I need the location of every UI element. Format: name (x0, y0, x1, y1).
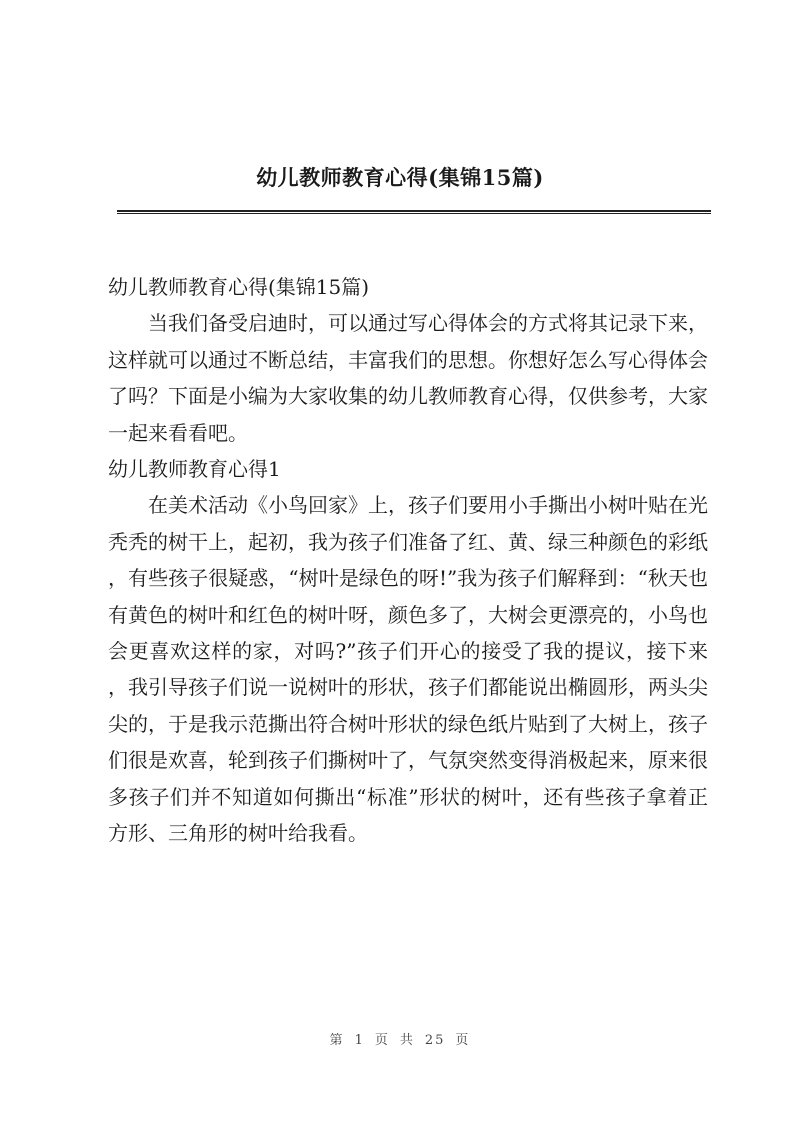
intro-paragraph: 当我们备受启迪时，可以通过写心得体会的方式将其记录下来，这样就可以通过不断总结，丰富我们的思想。你想好怎么写心得体会了吗？下面是小编为大家收集的幼儿教师教育心得，仅供参考，大家一起来看看吧。 (108, 311, 708, 445)
section-paragraph: 在美术活动《小鸟回家》上，孩子们要用小手撕出小树叶贴在光秃秃的树干上，起初，我为孩子们准备了红、黄、绿三种颜色的彩纸，有些孩子很疑惑，“树叶是绿色的呀!”我为孩子们解释到：“秋天也有黄色的树叶和红色的树叶呀，颜色多了，大树会更漂亮的，小鸟也会更喜欢这样的家，对吗?”孩子们开心的接受了我的提议，接下来，我引导孩子们说一说树叶的形状，孩子们都能说出椭圆形，两头尖尖的，于是我示范撕出符合树叶形状的绿色纸片贴到了大树上，孩子们很是欢喜，轮到孩子们撕树叶了，气氛突然变得消极起来，原来很多孩子们并不知道如何撕出“标准”形状的树叶，还有些孩子拿着正方形、三角形的树叶给我看。 (108, 493, 708, 846)
subtitle-line: 幼儿教师教育心得(集锦15篇) (108, 275, 370, 299)
title-underline (117, 210, 711, 214)
document-body (108, 269, 708, 852)
document-title: 幼儿教师教育心得(集锦15篇) (256, 165, 544, 190)
footer-label-of: 页 (374, 1033, 390, 1048)
section-heading: 幼儿教师教育心得1 (108, 457, 281, 482)
footer-current-page: 1 (354, 1033, 365, 1048)
footer-label-pages: 页 (455, 1033, 471, 1048)
page-footer (0, 1032, 800, 1050)
footer-label-page: 第 (329, 1033, 345, 1048)
footer-total-pages: 25 (424, 1033, 446, 1048)
footer-label-total: 共 (399, 1033, 415, 1048)
